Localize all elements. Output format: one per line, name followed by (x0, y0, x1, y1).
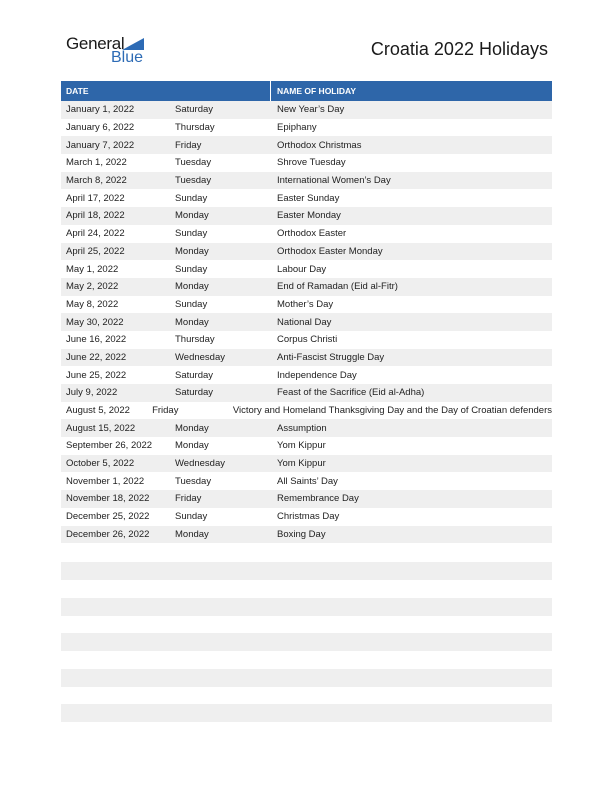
table-row (61, 154, 552, 172)
holiday-weekday: Monday (175, 422, 209, 434)
holiday-date: August 5, 2022 (66, 405, 130, 417)
holiday-name: Corpus Christi (277, 334, 338, 346)
table-row (61, 207, 552, 225)
empty-row (61, 598, 552, 616)
table-row (61, 508, 552, 526)
header-date: DATE (61, 81, 271, 101)
holiday-name: All Saints’ Day (277, 475, 338, 487)
holiday-date: December 26, 2022 (66, 528, 150, 540)
holiday-weekday: Tuesday (175, 175, 212, 187)
holiday-name: Shrove Tuesday (277, 157, 346, 169)
holiday-weekday: Sunday (175, 298, 208, 310)
table-row (61, 225, 552, 243)
table-row (61, 472, 552, 490)
table-row (61, 384, 552, 402)
holiday-date: May 1, 2022 (66, 263, 119, 275)
holiday-date: October 5, 2022 (66, 458, 135, 470)
holiday-date: June 25, 2022 (66, 369, 127, 381)
holiday-weekday: Saturday (175, 369, 214, 381)
holiday-name: Orthodox Easter (277, 228, 347, 240)
holiday-date: September 26, 2022 (66, 440, 153, 452)
table-body (61, 101, 552, 543)
holiday-weekday: Sunday (175, 263, 208, 275)
holiday-weekday: Monday (175, 210, 209, 222)
table-row (61, 278, 552, 296)
holiday-date: December 25, 2022 (66, 511, 150, 523)
holiday-weekday: Monday (175, 316, 209, 328)
holiday-date: April 17, 2022 (66, 192, 125, 204)
holiday-name: National Day (277, 316, 332, 328)
holiday-weekday: Monday (175, 440, 209, 452)
empty-row (61, 633, 552, 651)
holiday-weekday: Wednesday (175, 351, 225, 363)
table-row (61, 455, 552, 473)
holiday-weekday: Friday (175, 493, 202, 505)
table-row (61, 313, 552, 331)
holiday-date: June 16, 2022 (66, 334, 127, 346)
holiday-weekday: Sunday (175, 511, 208, 523)
table-row (61, 437, 552, 455)
holiday-name: Anti-Fascist Struggle Day (277, 351, 385, 363)
holiday-weekday: Tuesday (175, 157, 212, 169)
holiday-date: January 7, 2022 (66, 139, 135, 151)
holiday-date: March 1, 2022 (66, 157, 127, 169)
holiday-name: Remembrance Day (277, 493, 359, 505)
table-row (61, 366, 552, 384)
table-header (61, 81, 552, 101)
table-row (61, 296, 552, 314)
holiday-name: Yom Kippur (277, 440, 326, 452)
table-row (61, 172, 552, 190)
holiday-name: New Year’s Day (277, 104, 345, 116)
holiday-date: August 15, 2022 (66, 422, 136, 434)
header-holiday-name: NAME OF HOLIDAY (277, 86, 357, 96)
table-row (61, 419, 552, 437)
table-row (61, 101, 552, 119)
holiday-weekday: Monday (175, 245, 209, 257)
holiday-date: March 8, 2022 (66, 175, 127, 187)
holiday-table (61, 81, 552, 543)
holiday-name: Easter Monday (277, 210, 341, 222)
table-row (61, 490, 552, 508)
holiday-weekday: Friday (175, 139, 202, 151)
holiday-weekday: Saturday (175, 104, 214, 116)
holiday-date: May 8, 2022 (66, 298, 119, 310)
holiday-weekday: Thursday (175, 334, 215, 346)
holiday-date: July 9, 2022 (66, 387, 118, 399)
table-row (61, 331, 552, 349)
holiday-name: Victory and Homeland Thanksgiving Day and the Day of Croatian defenders (232, 405, 552, 417)
holiday-name: Labour Day (277, 263, 327, 275)
table-row (61, 119, 552, 137)
page-title: Croatia 2022 Holidays (370, 39, 548, 59)
holiday-weekday: Monday (175, 528, 209, 540)
holiday-weekday: Saturday (175, 387, 214, 399)
holiday-date: May 2, 2022 (66, 281, 119, 293)
holiday-weekday: Sunday (175, 192, 208, 204)
table-row (61, 189, 552, 207)
holiday-name: Orthodox Easter Monday (277, 245, 383, 257)
generalblue-logo (66, 34, 166, 70)
holiday-name: Orthodox Christmas (277, 139, 362, 151)
holiday-date: May 30, 2022 (66, 316, 124, 328)
holiday-name: Mother’s Day (277, 298, 334, 310)
logo-general-text: General (66, 34, 125, 53)
holiday-weekday: Monday (175, 281, 209, 293)
table-row (61, 243, 552, 261)
holiday-weekday: Sunday (175, 228, 208, 240)
holiday-date: November 1, 2022 (66, 475, 145, 487)
holiday-date: June 22, 2022 (66, 351, 127, 363)
holiday-name: Independence Day (277, 369, 357, 381)
holiday-date: January 6, 2022 (66, 122, 135, 134)
table-row (61, 402, 552, 420)
table-row (61, 349, 552, 367)
table-row (61, 526, 552, 544)
holiday-date: April 18, 2022 (66, 210, 125, 222)
holiday-weekday: Wednesday (175, 458, 225, 470)
holiday-date: November 18, 2022 (66, 493, 150, 505)
holiday-weekday: Tuesday (175, 475, 212, 487)
holiday-name: Yom Kippur (277, 458, 326, 470)
holiday-date: April 25, 2022 (66, 245, 125, 257)
holiday-weekday: Friday (152, 405, 179, 417)
holiday-name: International Women’s Day (277, 175, 391, 187)
holiday-name: Feast of the Sacrifice (Eid al-Adha) (277, 387, 425, 399)
logo-blue-text: Blue (111, 49, 144, 66)
empty-row (61, 704, 552, 722)
holiday-name: Assumption (277, 422, 327, 434)
holiday-name: Christmas Day (277, 511, 340, 523)
holiday-name: Epiphany (277, 122, 317, 134)
empty-row (61, 562, 552, 580)
holiday-date: April 24, 2022 (66, 228, 125, 240)
table-row (61, 260, 552, 278)
holiday-name: Easter Sunday (277, 192, 340, 204)
holiday-date: January 1, 2022 (66, 104, 135, 116)
table-row (61, 136, 552, 154)
holiday-name: Boxing Day (277, 528, 326, 540)
empty-row (61, 669, 552, 687)
holiday-name: End of Ramadan (Eid al-Fitr) (277, 281, 398, 293)
holiday-weekday: Thursday (175, 122, 215, 134)
